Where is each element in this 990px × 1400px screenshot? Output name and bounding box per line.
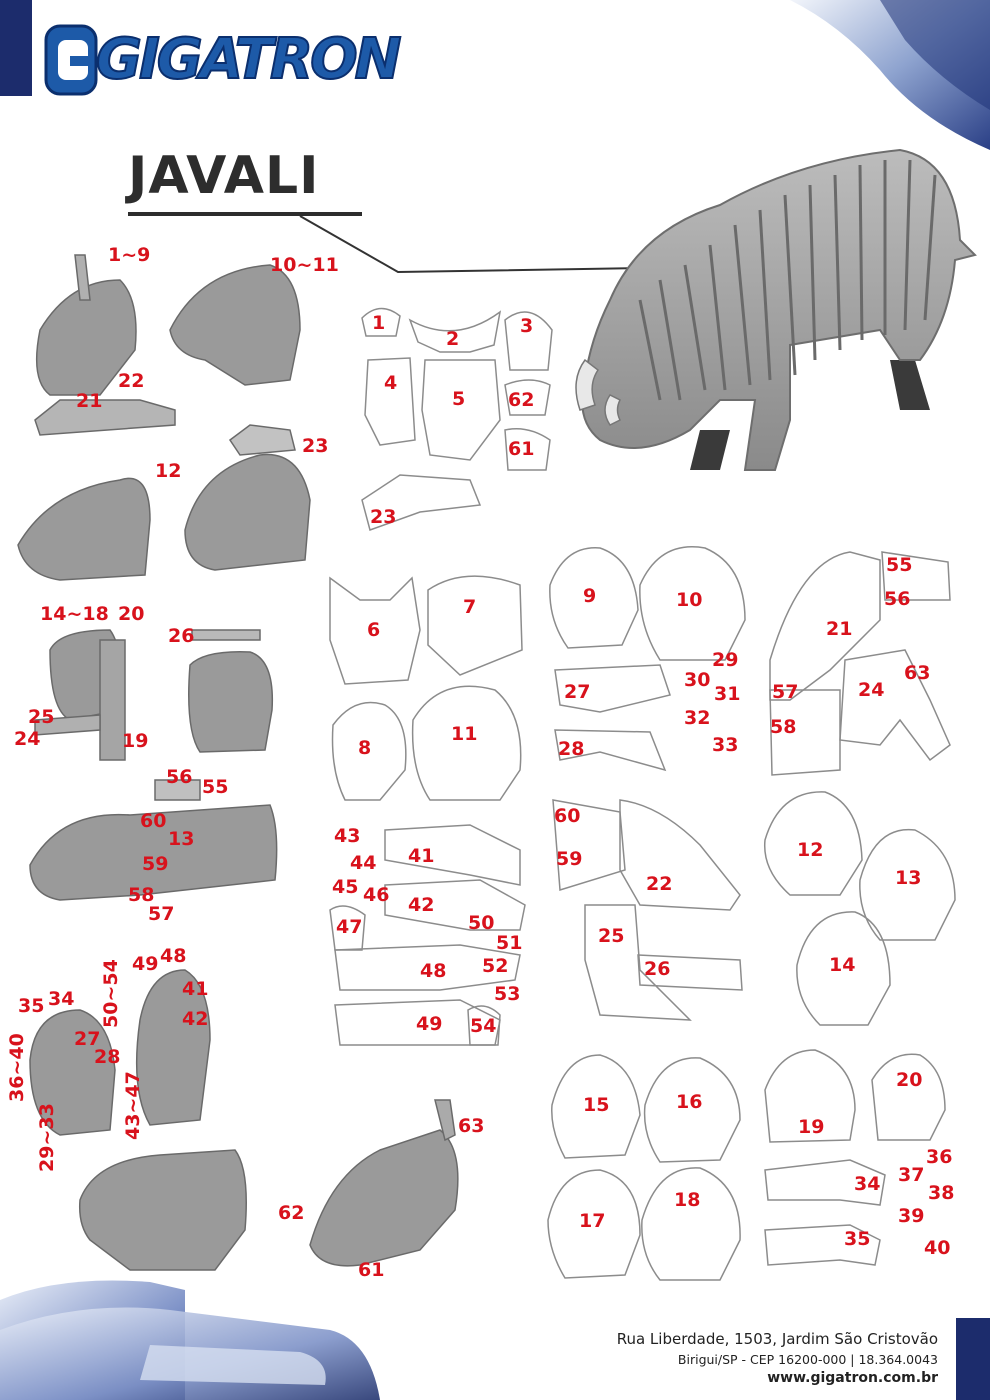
title-connector-line	[300, 216, 645, 272]
part-number: 58	[770, 716, 797, 738]
part-number: 56	[166, 766, 193, 788]
part-number: 54	[470, 1015, 497, 1037]
part-number: 24	[14, 728, 41, 750]
part-number: 39	[898, 1205, 925, 1227]
boar-main-render	[576, 150, 975, 470]
part-number: 5	[452, 388, 466, 410]
contact-city-phone: Birigui/SP - CEP 16200-000 | 18.364.0043	[677, 1352, 938, 1367]
part-number: 50~54	[100, 959, 122, 1028]
part-number: 23	[302, 435, 329, 457]
part-number: 34	[48, 988, 75, 1010]
part-number: 63	[458, 1115, 485, 1137]
part-number: 26	[168, 625, 195, 647]
part-number: 50	[468, 912, 495, 934]
part-number: 40	[924, 1237, 951, 1259]
part-number: 30	[684, 669, 711, 691]
part-number: 4	[384, 372, 398, 394]
part-number: 63	[904, 662, 931, 684]
contact-website-link[interactable]: www.gigatron.com.br	[767, 1370, 938, 1386]
part-number: 35	[844, 1228, 871, 1250]
part-number: 34	[854, 1173, 881, 1195]
part-number: 13	[168, 828, 195, 850]
part-number: 57	[772, 681, 799, 703]
part-number: 43	[334, 825, 361, 847]
corner-bar-bottom-right	[956, 1318, 990, 1400]
part-number: 26	[644, 958, 671, 980]
part-number: 21	[826, 618, 853, 640]
part-number: 12	[155, 460, 182, 482]
part-number: 35	[18, 995, 45, 1017]
part-number: 62	[278, 1202, 305, 1224]
part-number: 20	[896, 1069, 923, 1091]
part-number: 61	[508, 438, 535, 460]
part-number: 41	[408, 845, 435, 867]
part-number: 33	[712, 734, 739, 756]
part-number: 22	[646, 873, 673, 895]
part-number: 24	[858, 679, 885, 701]
part-number: 19	[798, 1116, 825, 1138]
part-number: 53	[494, 983, 521, 1005]
page-title: JAVALI	[128, 146, 320, 206]
part-number: 28	[558, 738, 585, 760]
part-number: 1	[372, 312, 386, 334]
part-number: 41	[182, 978, 209, 1000]
part-number: 37	[898, 1164, 925, 1186]
part-number: 58	[128, 884, 155, 906]
part-number: 20	[118, 603, 145, 625]
part-number: 14	[829, 954, 856, 976]
part-number: 59	[556, 848, 583, 870]
part-number: 16	[676, 1091, 703, 1113]
part-number: 12	[797, 839, 824, 861]
part-number: 7	[463, 596, 477, 618]
part-number: 52	[482, 955, 509, 977]
part-number: 45	[332, 876, 359, 898]
part-number: 42	[408, 894, 435, 916]
part-number: 42	[182, 1008, 209, 1030]
part-number: 25	[598, 925, 625, 947]
part-number: 44	[350, 852, 377, 874]
part-number: 3	[520, 315, 534, 337]
part-number: 61	[358, 1259, 385, 1281]
part-number: 49	[416, 1013, 443, 1035]
part-number: 60	[554, 805, 581, 827]
part-number: 46	[363, 884, 390, 906]
part-number: 13	[895, 867, 922, 889]
part-number: 27	[564, 681, 591, 703]
part-number: 17	[579, 1210, 606, 1232]
part-number: 9	[583, 585, 597, 607]
part-number: 47	[336, 916, 363, 938]
part-number: 19	[122, 730, 149, 752]
part-number: 11	[451, 723, 478, 745]
part-number: 57	[148, 903, 175, 925]
part-number: 59	[142, 853, 169, 875]
part-number: 18	[674, 1189, 701, 1211]
part-number: 29~33	[36, 1103, 58, 1172]
part-number: 27	[74, 1028, 101, 1050]
part-number: 55	[886, 554, 913, 576]
part-number: 49	[132, 953, 159, 975]
part-number: 2	[446, 328, 460, 350]
gigatron-logo-mark	[46, 26, 96, 94]
part-number: 55	[202, 776, 229, 798]
part-number: 29	[712, 649, 739, 671]
part-number: 10	[676, 589, 703, 611]
part-number: 56	[884, 588, 911, 610]
part-number: 15	[583, 1094, 610, 1116]
part-number: 10~11	[270, 254, 339, 276]
part-number: 25	[28, 706, 55, 728]
part-number: 36	[926, 1146, 953, 1168]
title-underline	[128, 212, 362, 216]
part-number: 31	[714, 683, 741, 705]
part-number: 21	[76, 390, 103, 412]
part-number: 32	[684, 707, 711, 729]
part-number: 23	[370, 506, 397, 528]
contact-street: Rua Liberdade, 1503, Jardim São Cristovão	[616, 1330, 938, 1348]
corner-bar-top-left	[0, 0, 32, 96]
part-number: 48	[420, 960, 447, 982]
part-number: 14~18	[40, 603, 109, 625]
part-number: 28	[94, 1046, 121, 1068]
part-number: 22	[118, 370, 145, 392]
part-number: 51	[496, 932, 523, 954]
part-number: 43~47	[122, 1071, 144, 1140]
part-number: 48	[160, 945, 187, 967]
part-number: 60	[140, 810, 167, 832]
part-number: 62	[508, 389, 535, 411]
part-number: 8	[358, 737, 372, 759]
part-number: 6	[367, 619, 381, 641]
part-number: 1~9	[108, 244, 151, 266]
part-number: 38	[928, 1182, 955, 1204]
part-number: 36~40	[6, 1033, 28, 1102]
brand-logo-text: GIGATRON	[96, 27, 399, 92]
part-sheets-outlines	[330, 308, 955, 1280]
